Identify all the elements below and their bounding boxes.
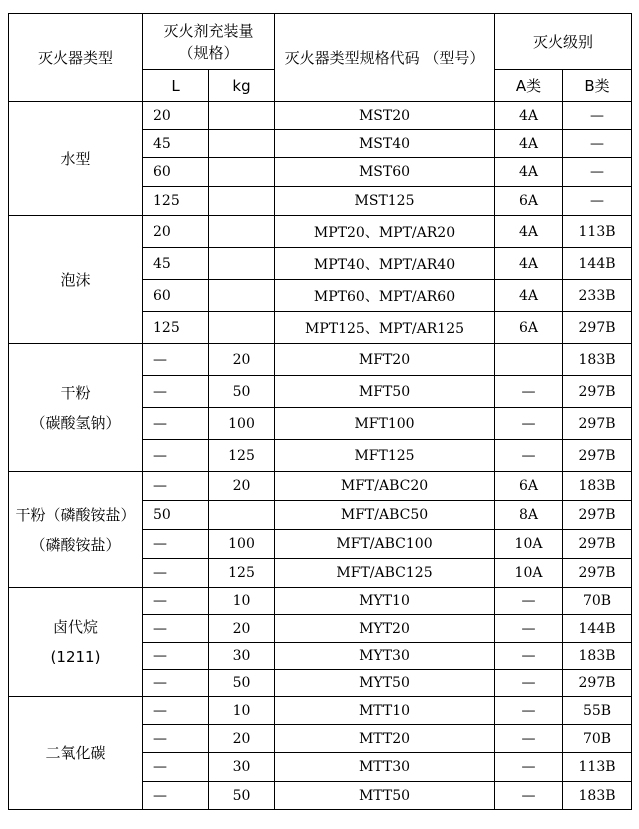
capacity-kg-cell: 50 [209, 376, 275, 408]
capacity-kg-cell [209, 248, 275, 280]
class-b-rating-cell: 183B [563, 472, 632, 501]
class-a-rating-cell: 6A [495, 187, 563, 216]
model-code-cell: MPT40、MPT/AR40 [275, 248, 495, 280]
model-code-cell: MFT125 [275, 440, 495, 472]
class-a-rating-cell: — [495, 588, 563, 615]
class-a-rating-cell: — [495, 408, 563, 440]
class-b-rating-cell: 297B [563, 408, 632, 440]
class-a-rating-cell: 4A [495, 102, 563, 130]
model-code-cell: MPT125、MPT/AR125 [275, 312, 495, 344]
extinguisher-type-cell [9, 102, 143, 216]
capacity-kg-cell [209, 501, 275, 530]
header-capacity-line1: 灭火剂充装量 [163, 21, 254, 40]
model-code-cell: MYT50 [275, 670, 495, 697]
table-row [9, 102, 632, 130]
extinguisher-type-line: 干粉（磷酸铵盐） [15, 505, 136, 524]
class-a-rating-cell: — [495, 697, 563, 725]
table-row [9, 697, 632, 725]
model-code-cell: MYT30 [275, 643, 495, 670]
class-b-rating-cell: 144B [563, 615, 632, 643]
capacity-l-cell: — [143, 559, 209, 588]
capacity-kg-cell: 20 [209, 615, 275, 643]
capacity-kg-cell [209, 158, 275, 187]
table-row [9, 472, 632, 501]
capacity-l-cell: 60 [143, 158, 209, 187]
extinguisher-spec-table [8, 13, 632, 810]
extinguisher-type-cell [9, 588, 143, 697]
extinguisher-type-line: 干粉 [60, 383, 91, 402]
capacity-kg-cell: 125 [209, 440, 275, 472]
table-row [9, 344, 632, 376]
model-code-cell: MTT20 [275, 725, 495, 753]
capacity-kg-cell: 100 [209, 530, 275, 559]
capacity-l-cell: 60 [143, 280, 209, 312]
class-b-rating-cell: — [563, 158, 632, 187]
capacity-l-cell: 50 [143, 501, 209, 530]
capacity-kg-cell: 10 [209, 588, 275, 615]
capacity-l-cell: — [143, 782, 209, 810]
capacity-l-cell: 20 [143, 216, 209, 248]
capacity-l-cell: 45 [143, 248, 209, 280]
capacity-kg-cell [209, 312, 275, 344]
class-b-rating-cell: 113B [563, 753, 632, 782]
class-b-rating-cell: — [563, 187, 632, 216]
capacity-l-cell: — [143, 643, 209, 670]
class-a-rating-cell: — [495, 782, 563, 810]
class-b-rating-cell: 144B [563, 248, 632, 280]
model-code-cell: MST20 [275, 102, 495, 130]
extinguisher-type-line: 二氧化碳 [45, 744, 106, 762]
capacity-kg-cell: 20 [209, 472, 275, 501]
class-a-rating-cell: 6A [495, 472, 563, 501]
class-b-rating-cell: 113B [563, 216, 632, 248]
class-b-rating-cell: 297B [563, 440, 632, 472]
class-b-rating-cell: 183B [563, 643, 632, 670]
extinguisher-type-cell [9, 344, 143, 472]
header-class-a: A类 [495, 70, 563, 102]
capacity-kg-cell: 30 [209, 753, 275, 782]
header-rating: 灭火级别 [495, 14, 632, 70]
class-a-rating-cell: — [495, 376, 563, 408]
capacity-kg-cell: 20 [209, 344, 275, 376]
model-code-cell: MFT100 [275, 408, 495, 440]
capacity-l-cell: — [143, 697, 209, 725]
capacity-l-cell: 45 [143, 130, 209, 158]
class-a-rating-cell: 10A [495, 530, 563, 559]
class-b-rating-cell: — [563, 102, 632, 130]
capacity-kg-cell: 100 [209, 408, 275, 440]
header-class-b: B类 [563, 70, 632, 102]
header-capacity-line2: （规格） [178, 43, 239, 62]
capacity-l-cell: — [143, 440, 209, 472]
capacity-kg-cell [209, 130, 275, 158]
model-code-cell: MFT/ABC100 [275, 530, 495, 559]
model-code-cell: MST60 [275, 158, 495, 187]
model-code-cell: MFT20 [275, 344, 495, 376]
class-b-rating-cell: 297B [563, 312, 632, 344]
class-a-rating-cell: — [495, 753, 563, 782]
class-b-rating-cell: 297B [563, 559, 632, 588]
extinguisher-type-line: (1211) [50, 648, 101, 666]
header-unit-l: L [143, 70, 209, 102]
extinguisher-type-cell [9, 216, 143, 344]
class-b-rating-cell: — [563, 130, 632, 158]
model-code-cell: MPT60、MPT/AR60 [275, 280, 495, 312]
extinguisher-type-line: 卤代烷 [52, 618, 98, 636]
model-code-cell: MTT30 [275, 753, 495, 782]
class-b-rating-cell: 297B [563, 501, 632, 530]
capacity-l-cell: 125 [143, 187, 209, 216]
capacity-kg-cell: 20 [209, 725, 275, 753]
capacity-l-cell: — [143, 588, 209, 615]
class-a-rating-cell: — [495, 670, 563, 697]
capacity-kg-cell: 50 [209, 782, 275, 810]
class-a-rating-cell: 10A [495, 559, 563, 588]
table-row [9, 216, 632, 248]
class-b-rating-cell: 233B [563, 280, 632, 312]
class-a-rating-cell: 4A [495, 158, 563, 187]
class-a-rating-cell: — [495, 643, 563, 670]
header-code: 灭火器类型规格代码 （型号） [275, 14, 495, 102]
model-code-cell: MYT20 [275, 615, 495, 643]
class-b-rating-cell: 183B [563, 344, 632, 376]
capacity-l-cell: — [143, 530, 209, 559]
model-code-cell: MTT50 [275, 782, 495, 810]
model-code-cell: MFT/ABC50 [275, 501, 495, 530]
capacity-kg-cell [209, 187, 275, 216]
class-a-rating-cell: 4A [495, 216, 563, 248]
capacity-kg-cell [209, 280, 275, 312]
capacity-l-cell: — [143, 753, 209, 782]
capacity-l-cell: — [143, 472, 209, 501]
class-a-rating-cell: 4A [495, 280, 563, 312]
capacity-kg-cell: 125 [209, 559, 275, 588]
header-capacity [143, 14, 275, 70]
capacity-kg-cell: 50 [209, 670, 275, 697]
class-b-rating-cell: 297B [563, 530, 632, 559]
class-b-rating-cell: 70B [563, 588, 632, 615]
extinguisher-type-line: 水型 [60, 149, 91, 168]
capacity-l-cell: — [143, 344, 209, 376]
capacity-kg-cell [209, 216, 275, 248]
model-code-cell: MFT50 [275, 376, 495, 408]
class-a-rating-cell: — [495, 615, 563, 643]
model-code-cell: MTT10 [275, 697, 495, 725]
model-code-cell: MST125 [275, 187, 495, 216]
capacity-kg-cell [209, 102, 275, 130]
capacity-l-cell: 125 [143, 312, 209, 344]
class-a-rating-cell: — [495, 725, 563, 753]
capacity-l-cell: — [143, 376, 209, 408]
header-type: 灭火器类型 [9, 14, 143, 102]
table-row [9, 588, 632, 615]
class-b-rating-cell: 297B [563, 376, 632, 408]
capacity-l-cell: 20 [143, 102, 209, 130]
model-code-cell: MFT/ABC20 [275, 472, 495, 501]
capacity-l-cell: — [143, 615, 209, 643]
class-b-rating-cell: 55B [563, 697, 632, 725]
class-b-rating-cell: 183B [563, 782, 632, 810]
model-code-cell: MST40 [275, 130, 495, 158]
model-code-cell: MPT20、MPT/AR20 [275, 216, 495, 248]
extinguisher-type-line: （磷酸铵盐） [30, 535, 121, 554]
model-code-cell: MFT/ABC125 [275, 559, 495, 588]
class-b-rating-cell: 70B [563, 725, 632, 753]
capacity-l-cell: — [143, 408, 209, 440]
class-b-rating-cell: 297B [563, 670, 632, 697]
capacity-l-cell: — [143, 670, 209, 697]
class-a-rating-cell: 6A [495, 312, 563, 344]
extinguisher-type-cell [9, 697, 143, 810]
class-a-rating-cell: 8A [495, 501, 563, 530]
class-a-rating-cell: — [495, 440, 563, 472]
header-unit-kg: kg [209, 70, 275, 102]
class-a-rating-cell: 4A [495, 248, 563, 280]
capacity-kg-cell: 30 [209, 643, 275, 670]
model-code-cell: MYT10 [275, 588, 495, 615]
class-a-rating-cell [495, 344, 563, 376]
capacity-kg-cell: 10 [209, 697, 275, 725]
capacity-l-cell: — [143, 725, 209, 753]
extinguisher-type-line: （碳酸氢钠） [30, 413, 121, 432]
class-a-rating-cell: 4A [495, 130, 563, 158]
extinguisher-type-cell [9, 472, 143, 588]
extinguisher-type-line: 泡沫 [60, 270, 91, 289]
